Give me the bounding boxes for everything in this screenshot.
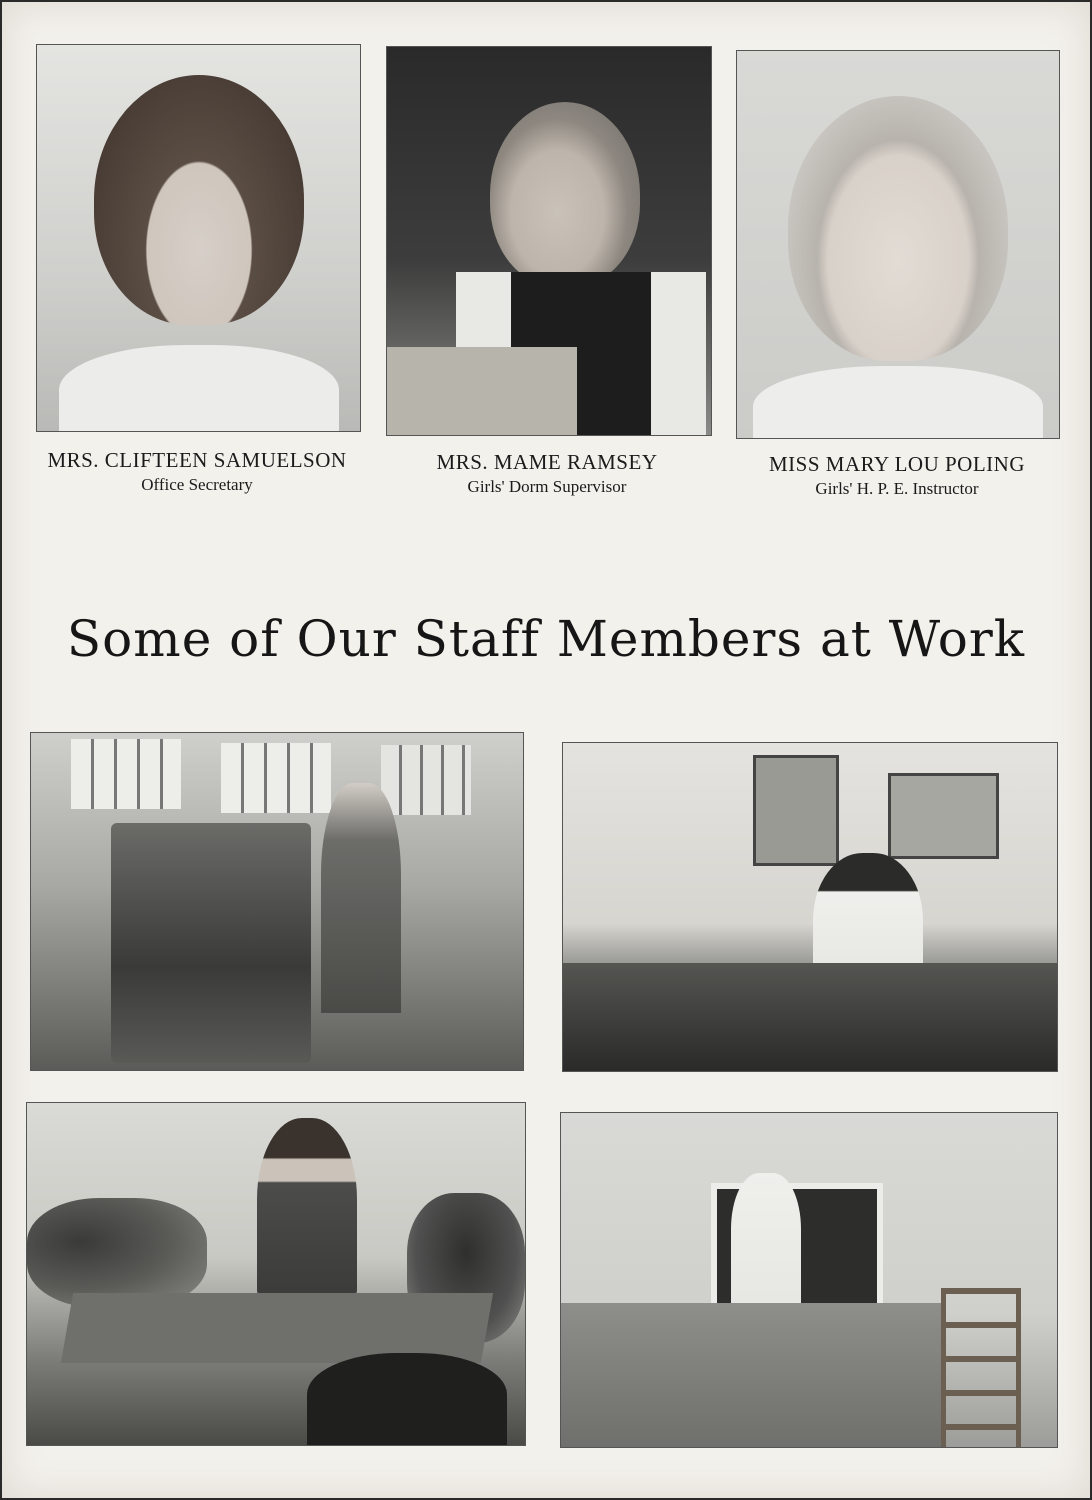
- staff-title: Girls' H. P. E. Instructor: [815, 479, 979, 498]
- work-photo-printing-press: [30, 732, 524, 1071]
- staff-name: MRS. CLIFTEEN SAMUELSON: [47, 448, 347, 472]
- yearbook-page: [2, 2, 1090, 1498]
- portrait-photo-poling: [736, 50, 1060, 439]
- staff-name: MRS. MAME RAMSEY: [436, 450, 658, 474]
- staff-name: MISS MARY LOU POLING: [768, 452, 1025, 476]
- page-headline: Some of Our Staff Members at Work: [66, 610, 1026, 668]
- staff-title: Girls' Dorm Supervisor: [467, 477, 627, 496]
- portrait-caption-samuelson: [22, 448, 372, 495]
- work-photo-painter: [560, 1112, 1058, 1448]
- work-photo-secretary: [562, 742, 1058, 1072]
- portrait-photo-samuelson: [36, 44, 361, 432]
- portrait-caption-poling: [712, 452, 1082, 499]
- portrait-caption-ramsey: [372, 450, 722, 497]
- work-photo-classroom: [26, 1102, 526, 1446]
- staff-title: Office Secretary: [141, 475, 253, 494]
- portrait-photo-ramsey: [386, 46, 712, 436]
